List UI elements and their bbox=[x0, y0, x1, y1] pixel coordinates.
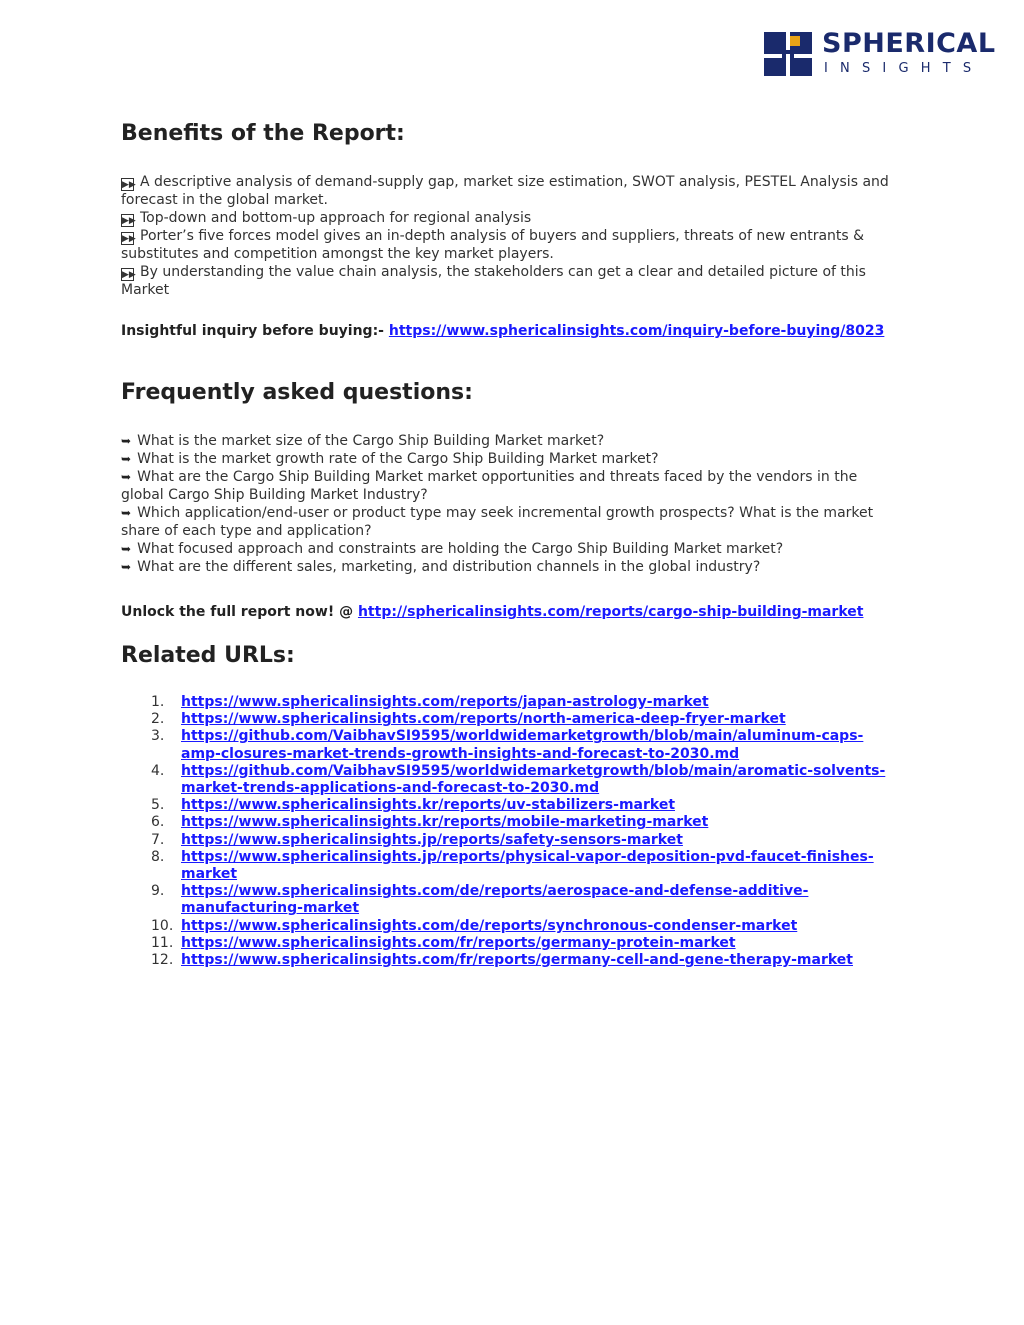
inquiry-label: Insightful inquiry before buying:- bbox=[121, 323, 384, 339]
faq-heading: Frequently asked questions: bbox=[121, 380, 473, 405]
list-item: 12. https://www.sphericalinsights.com/fr/reports/germany-cell-and-gene-therapy-market bbox=[151, 952, 853, 969]
unlock-line bbox=[121, 604, 901, 621]
faq-item: ➥ What are the different sales, marketing, and distribution channels in the global industry? bbox=[121, 559, 761, 575]
related-link[interactable]: https://github.com/VaibhavSI9595/worldwidemarketgrowth/blob/main/aromatic-solvents-market-trends-applications-and-forecast-to-2030.md bbox=[181, 762, 886, 797]
arrow-right-icon: ➥ bbox=[121, 506, 132, 520]
benefits-heading: Benefits of the Report: bbox=[121, 121, 405, 146]
related-link[interactable]: https://www.sphericalinsights.jp/reports/physical-vapor-deposition-pvd-faucet-finishes-market bbox=[181, 848, 874, 883]
fast-forward-box-icon: ▶▶ bbox=[122, 270, 136, 280]
list-item: 4. https://github.com/VaibhavSI9595/worldwidemarketgrowth/blob/main/aromatic-solvents-market-trends-applications-and-forecast-to-2030.md bbox=[151, 762, 886, 797]
list-item: 10. https://www.sphericalinsights.com/de/reports/synchronous-condenser-market bbox=[151, 917, 798, 934]
inquiry-line bbox=[121, 323, 901, 340]
related-heading: Related URLs: bbox=[121, 643, 295, 668]
fast-forward-box-icon: ▶▶ bbox=[122, 180, 136, 190]
benefit-item: ▶▶ A descriptive analysis of demand-supply gap, market size estimation, SWOT analysis, PESTEL Analysis and forecast in the global market. bbox=[121, 174, 889, 208]
benefits-list bbox=[121, 173, 901, 299]
faq-item: ➥ What focused approach and constraints are holding the Cargo Ship Building Market market? bbox=[121, 541, 784, 557]
list-item: 11. https://www.sphericalinsights.com/fr/reports/germany-protein-market bbox=[151, 934, 736, 951]
list-item: 9. https://www.sphericalinsights.com/de/reports/aerospace-and-defense-additive-manufacturing-market bbox=[151, 883, 809, 917]
related-urls-list bbox=[121, 694, 901, 969]
list-item: 7. https://www.sphericalinsights.jp/reports/safety-sensors-market bbox=[151, 831, 683, 848]
faq-item: ➥ Which application/end-user or product type may seek incremental growth prospects? What is the market share of each type and application? bbox=[121, 505, 874, 539]
arrow-right-icon: ➥ bbox=[121, 470, 132, 484]
faq-item: ➥ What is the market growth rate of the Cargo Ship Building Market market? bbox=[121, 451, 659, 467]
related-link[interactable]: https://www.sphericalinsights.com/fr/reports/germany-protein-market bbox=[181, 934, 736, 951]
fast-forward-box-icon: ▶▶ bbox=[122, 216, 136, 226]
faq-list bbox=[121, 432, 901, 576]
related-link[interactable]: https://www.sphericalinsights.com/fr/reports/germany-cell-and-gene-therapy-market bbox=[181, 952, 853, 969]
list-item: 5. https://www.sphericalinsights.kr/reports/uv-stabilizers-market bbox=[151, 797, 676, 814]
fast-forward-box-icon: ▶▶ bbox=[122, 234, 136, 244]
spherical-insights-logo bbox=[764, 28, 996, 78]
related-link[interactable]: https://www.sphericalinsights.kr/reports/mobile-marketing-market bbox=[181, 814, 709, 831]
unlock-report-link[interactable]: http://sphericalinsights.com/reports/cargo-ship-building-market bbox=[357, 604, 864, 620]
list-item: 3. https://github.com/VaibhavSI9595/worldwidemarketgrowth/blob/main/aluminum-caps-amp-closures-market-trends-growth-insights-and-forecast-to-2030.md bbox=[151, 728, 864, 762]
arrow-right-icon: ➥ bbox=[121, 452, 132, 466]
benefit-item: ▶▶ Porter’s five forces model gives an in-depth analysis of buyers and suppliers, threats of new entrants & substitutes and competition amongst the key market players. bbox=[121, 228, 865, 262]
arrow-right-icon: ➥ bbox=[121, 542, 132, 556]
related-link[interactable]: https://www.sphericalinsights.com/reports/japan-astrology-market bbox=[181, 694, 709, 710]
benefit-item: ▶▶ Top-down and bottom-up approach for regional analysis bbox=[122, 210, 532, 226]
list-item: 8. https://www.sphericalinsights.jp/reports/physical-vapor-deposition-pvd-faucet-finishes-market bbox=[151, 848, 874, 883]
list-item: 2. https://www.sphericalinsights.com/reports/north-america-deep-fryer-market bbox=[151, 711, 786, 728]
benefit-item: ▶▶ By understanding the value chain analysis, the stakeholders can get a clear and detailed picture of this Market bbox=[121, 264, 866, 298]
list-item: 6. https://www.sphericalinsights.kr/reports/mobile-marketing-market bbox=[151, 814, 709, 831]
logo-mark-icon bbox=[764, 32, 812, 76]
faq-item: ➥ What is the market size of the Cargo Ship Building Market market? bbox=[121, 433, 605, 449]
list-item: 1. https://www.sphericalinsights.com/reports/japan-astrology-market bbox=[151, 694, 709, 710]
related-link[interactable]: https://github.com/VaibhavSI9595/worldwidemarketgrowth/blob/main/aluminum-caps-amp-closures-market-trends-growth-insights-and-forecast-to-2030.md bbox=[181, 728, 864, 762]
related-link[interactable]: https://www.sphericalinsights.jp/reports/safety-sensors-market bbox=[181, 831, 683, 848]
arrow-right-icon: ➥ bbox=[121, 560, 132, 574]
related-link[interactable]: https://www.sphericalinsights.com/reports/north-america-deep-fryer-market bbox=[181, 711, 786, 728]
inquiry-link[interactable]: https://www.sphericalinsights.com/inquiry-before-buying/8023 bbox=[388, 323, 885, 339]
related-link[interactable]: https://www.sphericalinsights.com/de/reports/aerospace-and-defense-additive-manufacturing-market bbox=[181, 883, 809, 917]
unlock-label: Unlock the full report now! @ bbox=[121, 604, 354, 620]
arrow-right-icon: ➥ bbox=[121, 434, 132, 448]
related-link[interactable]: https://www.sphericalinsights.kr/reports/uv-stabilizers-market bbox=[181, 797, 676, 814]
logo-wordmark: SPHERICAL bbox=[822, 28, 996, 59]
faq-item: ➥ What are the Cargo Ship Building Market market opportunities and threats faced by the vendors in the global Cargo Ship Building Market Industry? bbox=[121, 469, 858, 503]
related-link[interactable]: https://www.sphericalinsights.com/de/reports/synchronous-condenser-market bbox=[181, 917, 798, 934]
logo-tagline: INSIGHTS bbox=[824, 61, 984, 76]
